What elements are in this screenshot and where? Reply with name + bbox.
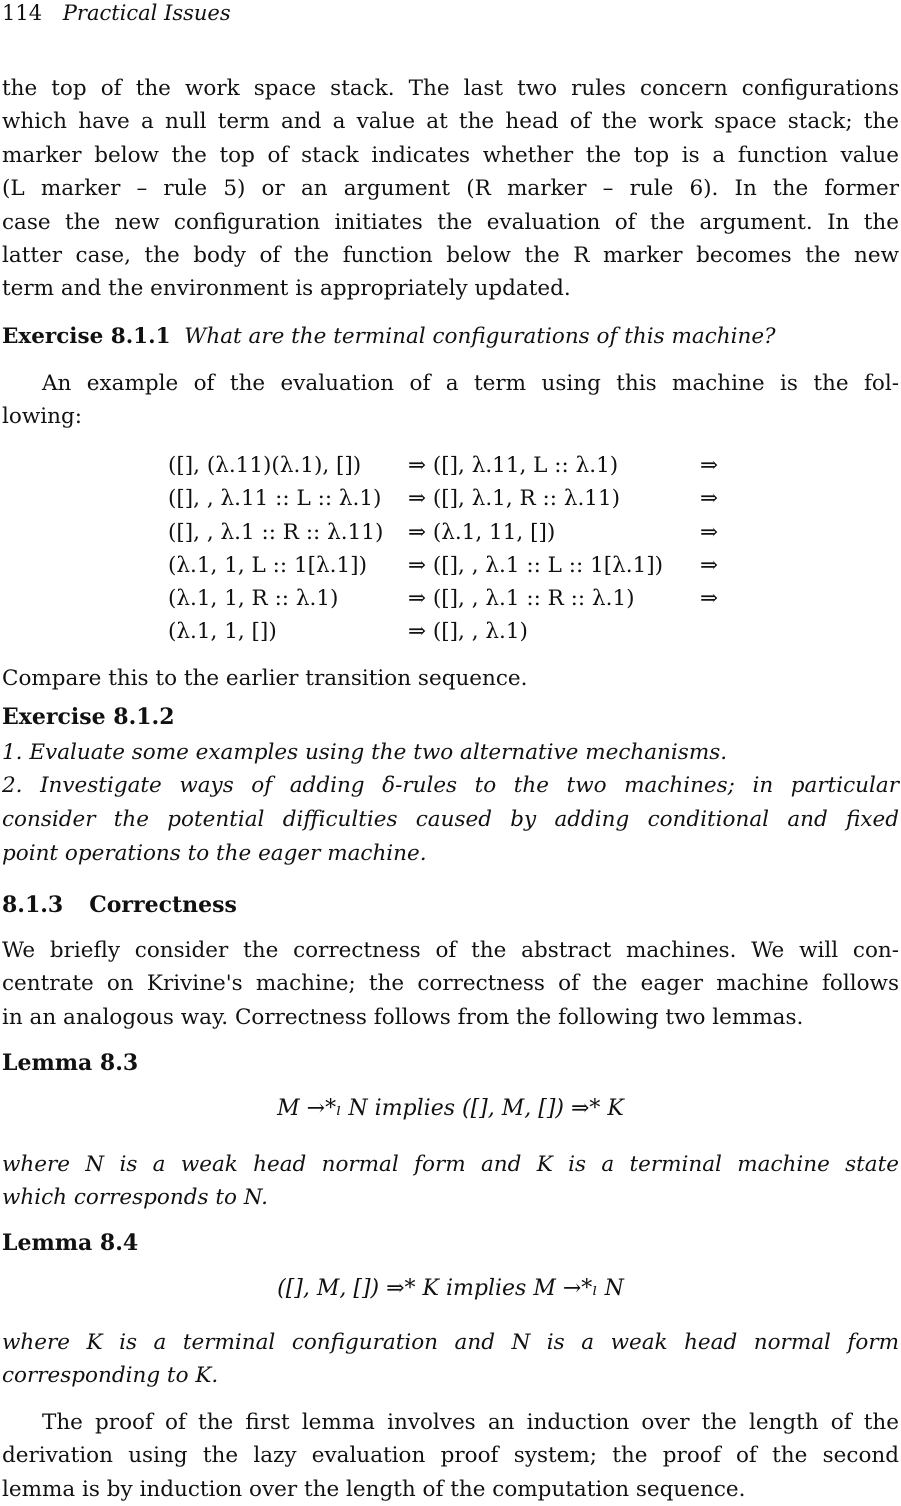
transition-tail-arrow: ⇒ [700, 453, 719, 478]
lemma-8-3-label: Lemma 8.3 [2, 1050, 139, 1076]
text-line: We briefly consider the correctness of the abstract machines. We will con- [2, 938, 899, 963]
transition-right [408, 582, 635, 615]
running-title: Practical Issues [62, 1, 231, 25]
transition-right [408, 482, 620, 515]
page-number: 114 [2, 1, 43, 25]
lemma-8-3-formula: M →*ₗ N implies ([], M, []) ⇒* K [277, 1096, 624, 1121]
intro-paragraph [2, 72, 899, 306]
transition-left: ([], , λ.1 :: R :: λ.11) [168, 519, 384, 545]
text-line: An example of the evaluation of a term using this machine is the fol- [42, 371, 899, 396]
running-header [2, 0, 231, 26]
transition-tail-arrow: ⇒ [700, 552, 719, 578]
transition-arrow: ⇒ [408, 619, 427, 645]
text-line: where K is a terminal configuration and N is a weak head normal form [2, 1330, 899, 1355]
transition-right-term: ([], , λ.1 :: L :: 1[λ.1]) [432, 552, 664, 578]
transition-right-term: ([], λ.1, R :: λ.11) [432, 486, 621, 512]
text-line: where N is a weak head normal form and K is a terminal machine state [2, 1152, 899, 1177]
section-number: 8.1.3 [2, 892, 64, 918]
text-line: case the new configuration initiates the evaluation of the argument. In the [2, 209, 899, 235]
text-line: lemma is by induction over the length of the computation sequence. [2, 1476, 746, 1502]
text-line: The proof of the first lemma involves an induction over the length of the [42, 1410, 899, 1435]
transition-left: (λ.1, 1, L :: 1[λ.1]) [168, 552, 367, 578]
transition-arrow: ⇒ [408, 453, 427, 478]
transition-right-term: ([], , λ.1 :: R :: λ.1) [432, 586, 635, 612]
text-line: centrate on Krivine's machine; the correctness of the eager machine follows [2, 971, 899, 997]
exercise-item-2 [2, 769, 899, 871]
transition-tail-arrow: ⇒ [700, 586, 719, 612]
transition-right-term: ([], , λ.1) [432, 619, 528, 645]
lemma-8-4-text [2, 1326, 899, 1393]
lemma-8-4-formula: ([], M, []) ⇒* K implies M →*ₗ N [277, 1276, 624, 1301]
text-line: which have a null term and a value at the head of the work space stack; the [2, 109, 899, 135]
exercise-8-1-1 [2, 320, 899, 353]
transition-arrow: ⇒ [408, 552, 427, 578]
transition-arrow: ⇒ [408, 486, 427, 512]
transition-right [408, 449, 618, 482]
text-line: consider the potential difficulties caused by adding conditional and fixed [2, 807, 899, 832]
exercise-text: What are the terminal configurations of this machine? [184, 324, 776, 349]
text-line: 2. Investigate ways of adding δ-rules to the two machines; in particular [2, 773, 899, 798]
example-paragraph [2, 367, 899, 434]
transition-left: ([], (λ.11)(λ.1), []) [168, 453, 362, 478]
transition-arrow: ⇒ [408, 586, 427, 612]
text-line: marker below the top of stack indicates whether the top is a function value [2, 142, 899, 168]
transition-right [408, 615, 528, 648]
closing-paragraph [2, 1406, 899, 1506]
text-line: (L marker – rule 5) or an argument (R marker – rule 6). In the former [2, 176, 899, 202]
transition-arrow: ⇒ [408, 519, 427, 545]
transition-tail-arrow: ⇒ [700, 486, 719, 512]
text-line: point operations to the eager machine. [2, 841, 427, 866]
text-line: the top of the work space stack. The last two rules concern configurations [2, 76, 899, 101]
text-line: term and the environment is appropriately updated. [2, 276, 571, 302]
transition-left: (λ.1, 1, R :: λ.1) [168, 586, 339, 612]
transition-right [408, 516, 555, 549]
transition-right [408, 549, 663, 582]
section-heading [2, 892, 237, 918]
exercise-item-1: 1. Evaluate some examples using the two alternative mechanisms. [2, 740, 728, 765]
transition-left: ([], , λ.11 :: L :: λ.1) [168, 486, 382, 512]
transition-right-term: ([], λ.11, L :: λ.1) [432, 453, 619, 478]
text-line: lowing: [2, 404, 82, 430]
text-line: latter case, the body of the function below the R marker becomes the new [2, 243, 899, 269]
lemma-8-3-text [2, 1148, 899, 1215]
transition-tail-arrow: ⇒ [700, 519, 719, 545]
transition-right-term: (λ.1, 11, []) [432, 519, 556, 545]
exercise-label: Exercise 8.1.1 [2, 324, 171, 349]
exercise-8-1-2-label: Exercise 8.1.2 [2, 704, 175, 730]
lemma-8-4-label: Lemma 8.4 [2, 1230, 139, 1256]
compare-text: Compare this to the earlier transition sequence. [2, 666, 528, 691]
correctness-paragraph [2, 934, 899, 1034]
text-line: in an analogous way. Correctness follows from the following two lemmas. [2, 1004, 804, 1030]
text-line: derivation using the lazy evaluation proof system; the proof of the second [2, 1443, 899, 1469]
text-line: which corresponds to N. [2, 1185, 269, 1211]
transition-left: (λ.1, 1, []) [168, 619, 277, 645]
text-line: corresponding to K. [2, 1363, 219, 1389]
section-title: Correctness [89, 892, 237, 918]
